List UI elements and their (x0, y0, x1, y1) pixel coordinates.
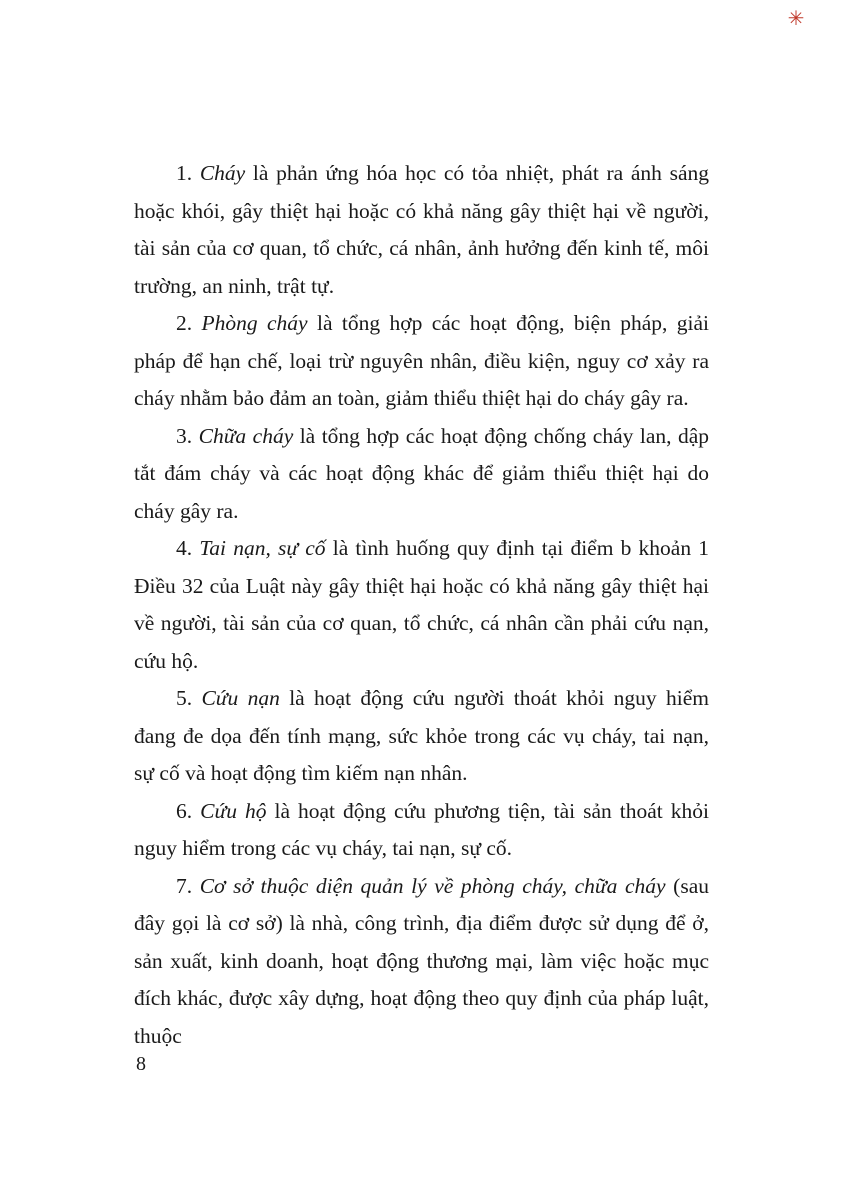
paragraph-7-term: Cơ sở thuộc diện quản lý về phòng cháy, chữa cháy (199, 873, 666, 898)
paragraph-7-text: (sau đây gọi là cơ sở) là nhà, công trình, địa điểm được sử dụng để ở, sản xuất, kinh doanh, hoạt động thương mại, làm việc hoặc mục đích khác, được xây dựng, hoạt động theo quy định của pháp luật, thuộc (134, 873, 709, 1048)
paragraph-4-term: Tai nạn, sự cố (199, 536, 326, 560)
paragraph-6-number: 6. (176, 798, 193, 823)
paragraph-4-text: là tình huống quy định tại điểm b khoản 1 Điều 32 của Luật này gây thiệt hại hoặc có khả năng gây thiệt hại về người, tài sản của cơ quan, tổ chức, cá nhân cần phải cứu nạn, cứu hộ. (134, 536, 710, 673)
paragraph-1-number: 1. (176, 161, 193, 185)
paragraph-1-term: Cháy (199, 161, 246, 185)
paragraph-5-number: 5. (176, 686, 193, 710)
asterisk-flower-icon: ✳ (787, 8, 805, 30)
paragraph-6 (134, 793, 709, 868)
paragraph-3-term: Chữa cháy (198, 423, 294, 448)
paragraph-2 (134, 305, 709, 418)
paragraph-7-number: 7. (176, 873, 193, 898)
paragraph-1 (134, 155, 709, 305)
page-number: 8 (136, 1053, 146, 1075)
paragraph-4 (134, 530, 709, 680)
paragraph-6-term: Cứu hộ (200, 798, 267, 823)
paragraph-1-text: là phản ứng hóa học có tỏa nhiệt, phát ra ánh sáng hoặc khói, gây thiệt hại hoặc có khả năng gây thiệt hại về người, tài sản của cơ quan, tổ chức, cá nhân, ảnh hưởng đến kinh tế, môi trường, an ninh, trật tự. (134, 161, 709, 298)
paragraph-2-number: 2. (176, 311, 193, 335)
paragraph-3-number: 3. (176, 423, 193, 448)
paragraph-4-number: 4. (176, 536, 193, 560)
paragraph-2-text: là tổng hợp các hoạt động, biện pháp, giải pháp để hạn chế, loại trừ nguyên nhân, điều kiện, nguy cơ xảy ra cháy nhằm bảo đảm an toàn, giảm thiểu thiệt hại do cháy gây ra. (134, 311, 709, 410)
paragraph-3 (134, 418, 709, 531)
paragraph-2-term: Phòng cháy (201, 311, 308, 335)
paragraph-5-term: Cứu nạn (201, 686, 280, 710)
paragraph-5-text: là hoạt động cứu người thoát khỏi nguy hiểm đang đe dọa đến tính mạng, sức khỏe trong các vụ cháy, tai nạn, sự cố và hoạt động tìm kiếm nạn nhân. (134, 686, 709, 785)
paragraph-7 (134, 868, 709, 1056)
paragraph-3-text: là tổng hợp các hoạt động chống cháy lan, dập tắt đám cháy và các hoạt động khác để giảm thiểu thiệt hại do cháy gây ra. (134, 423, 710, 523)
page-body (134, 155, 709, 1055)
paragraph-6-text: là hoạt động cứu phương tiện, tài sản thoát khỏi nguy hiểm trong các vụ cháy, tai nạn, sự cố. (134, 798, 709, 860)
paragraph-5 (134, 680, 709, 793)
